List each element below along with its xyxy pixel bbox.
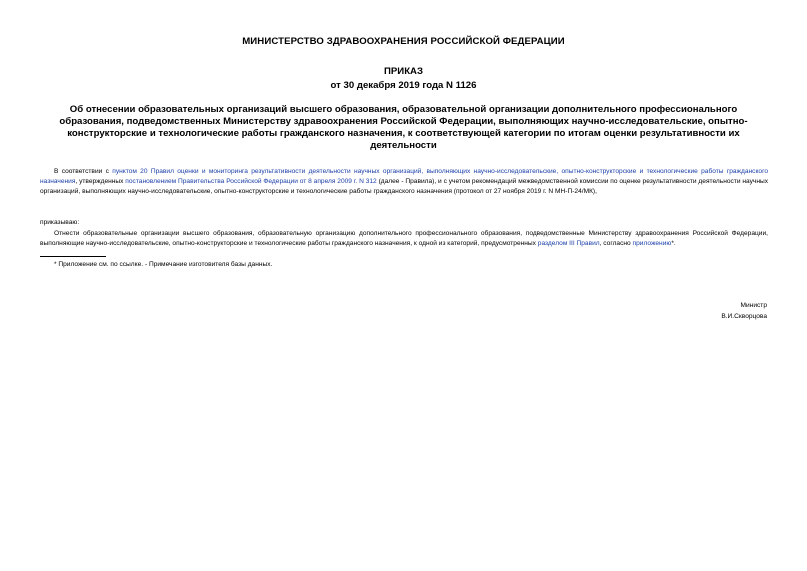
ministry-name: МИНИСТЕРСТВО ЗДРАВООХРАНЕНИЯ РОССИЙСКОЙ ФЕДЕРАЦИИ	[242, 36, 565, 47]
preamble-text-3: (далее - Правила), и с учетом рекомендаций межведомственной комиссии по оценке результативности деятельности научных организаций, выполняющих научно-исследовательские, опытно-конструкторские и технологические работы гражданского назначения (протокол от 27 ноября 2019 г. N МН-П-24/МК),	[40, 178, 769, 195]
order-word: приказываю:	[40, 219, 80, 226]
document-date-number: от 30 декабря 2019 года N 1126	[330, 80, 477, 91]
preamble-paragraph	[40, 167, 768, 197]
signatory-role: Министр	[740, 302, 767, 309]
order-text-1: Отнести образовательные организации высшего образования, образовательную организацию дополнительного профессионального образования, подведомственные Министерству здравоохранения Российской Федерации, выполняющие научно-исследовательские, опытно-конструкторские и технологические работы гражданского назначения, к одной из категорий, предусмотренных	[40, 230, 768, 247]
preamble-text-2: , утвержденных	[75, 178, 126, 185]
order-text-2: , согласно	[599, 240, 633, 247]
rules-paragraph-20-link[interactable]: пунктом 20 Правил оценки и мониторинга результативности деятельности научных организаций, выполняющих научно-исследовательские, опытно-конструкторские и технологические работы гражданского назначения	[40, 168, 768, 185]
order-paragraph	[40, 229, 768, 249]
signatory-name: В.И.Скворцова	[721, 313, 767, 320]
footnote: * Приложение см. по ссылке. - Примечание изготовителя базы данных.	[54, 261, 273, 268]
footnote-divider	[40, 256, 106, 257]
preamble-text-1: В соответствии с	[54, 168, 113, 175]
order-text-3: *.	[671, 240, 676, 247]
document-type: ПРИКАЗ	[384, 66, 423, 77]
government-resolution-link[interactable]: постановлением Правительства Российской Федерации от 8 апреля 2009 г. N 312	[125, 178, 377, 185]
rules-section-3-link[interactable]: разделом III Правил	[537, 240, 600, 247]
appendix-link[interactable]: приложению	[632, 240, 672, 247]
document-subject: Об отнесении образовательных организаций высшего образования, образовательной организации дополнительного профессионального образования, подведомственных Министерству здравоохранения Российской Федерации, выполняющих научно-исследовательские, опытно-конструкторские и технологические работы гражданского назначения, к соответствующей категории по итогам оценки результативности их деятельности	[59, 104, 748, 151]
